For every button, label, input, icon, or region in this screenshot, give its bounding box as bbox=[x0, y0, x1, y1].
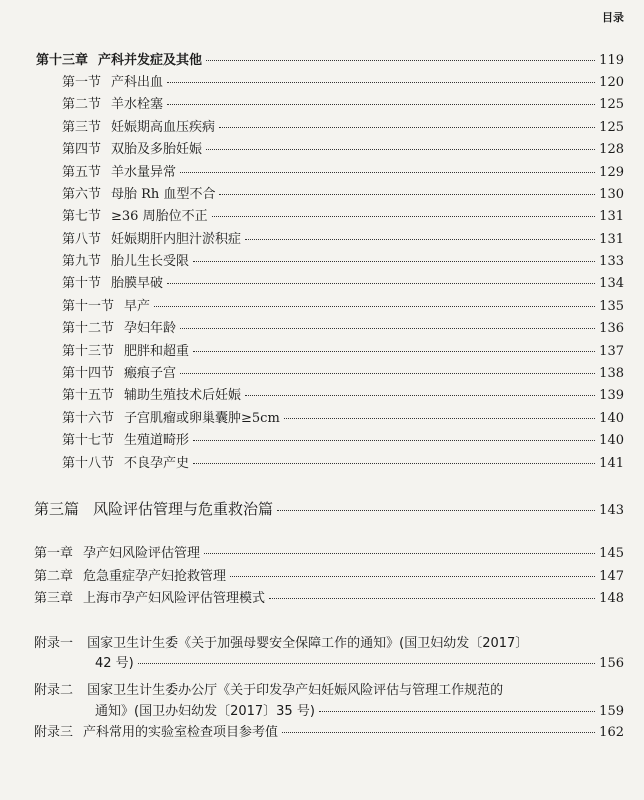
section-label: 第十八节 bbox=[62, 456, 115, 471]
page-number: 128 bbox=[599, 142, 624, 157]
dot-leader bbox=[277, 510, 595, 511]
dot-leader bbox=[269, 598, 595, 599]
toc-entry-chapter[interactable] bbox=[34, 569, 624, 585]
appendix-label: 附录三 bbox=[34, 725, 74, 740]
dot-leader bbox=[193, 261, 595, 262]
page-number: 145 bbox=[599, 546, 624, 561]
toc-entry-section[interactable] bbox=[62, 254, 624, 270]
page-number: 133 bbox=[599, 254, 624, 269]
chapter-title: 孕产妇风险评估管理 bbox=[83, 546, 201, 561]
section-label: 第十六节 bbox=[62, 411, 115, 426]
page-number: 156 bbox=[599, 656, 624, 671]
part-label: 第三篇 bbox=[34, 500, 80, 518]
dot-leader bbox=[319, 711, 595, 712]
section-title: 羊水量异常 bbox=[111, 165, 177, 180]
toc-entry-section[interactable] bbox=[62, 344, 624, 360]
dot-leader bbox=[206, 149, 595, 150]
dot-leader bbox=[204, 553, 595, 554]
section-title: 妊娠期肝内胆汁淤积症 bbox=[111, 232, 242, 247]
page-number: 147 bbox=[599, 569, 624, 584]
dot-leader bbox=[180, 328, 595, 329]
page-number: 159 bbox=[599, 704, 624, 719]
section-title: 羊水栓塞 bbox=[111, 97, 164, 112]
dot-leader bbox=[167, 82, 595, 83]
page-number: 140 bbox=[599, 433, 624, 448]
toc-entry-appendix-1[interactable] bbox=[34, 636, 528, 652]
toc-entry-appendix-1-cont[interactable] bbox=[95, 656, 624, 672]
chapter-title: 上海市孕产妇风险评估管理模式 bbox=[83, 591, 266, 606]
page-number: 141 bbox=[599, 456, 624, 471]
page-number: 130 bbox=[599, 187, 624, 202]
page-number: 120 bbox=[599, 75, 624, 90]
toc-entry-section[interactable] bbox=[62, 187, 624, 203]
page-number: 138 bbox=[599, 366, 624, 381]
dot-leader bbox=[193, 463, 595, 464]
chapter-title: 危急重症孕产妇抢救管理 bbox=[83, 569, 227, 584]
section-title: 辅助生殖技术后妊娠 bbox=[124, 388, 242, 403]
toc-entry-section[interactable] bbox=[62, 388, 624, 404]
section-label: 第三节 bbox=[62, 120, 102, 135]
chapter-label: 第二章 bbox=[34, 569, 74, 584]
section-label: 第七节 bbox=[62, 209, 102, 224]
section-title: 子宫肌瘤或卵巢囊肿≥5cm bbox=[124, 411, 280, 426]
section-label: 第十七节 bbox=[62, 433, 115, 448]
page-number: 148 bbox=[599, 591, 624, 606]
dot-leader bbox=[282, 732, 595, 733]
section-title: 产科出血 bbox=[111, 75, 164, 90]
toc-entry-section[interactable] bbox=[62, 209, 624, 225]
toc-entry-section[interactable] bbox=[62, 321, 624, 337]
chapter-label: 第一章 bbox=[34, 546, 74, 561]
toc-entry-section[interactable] bbox=[62, 232, 624, 248]
dot-leader bbox=[219, 127, 595, 128]
toc-entry-appendix-2-cont[interactable] bbox=[95, 704, 624, 720]
dot-leader bbox=[206, 60, 595, 61]
toc-entry-section[interactable] bbox=[62, 142, 624, 158]
section-title: 早产 bbox=[124, 299, 151, 314]
section-title: 双胎及多胎妊娠 bbox=[111, 142, 203, 157]
dot-leader bbox=[212, 216, 596, 217]
appendix-title-line2: 42 号) bbox=[95, 656, 134, 671]
dot-leader bbox=[180, 373, 595, 374]
section-title: 妊娠期高血压疾病 bbox=[111, 120, 216, 135]
section-title: ≥36 周胎位不正 bbox=[111, 209, 208, 224]
toc-entry-section[interactable] bbox=[62, 456, 624, 472]
dot-leader bbox=[284, 418, 595, 419]
page-number: 143 bbox=[599, 503, 624, 518]
dot-leader bbox=[245, 395, 595, 396]
page-number: 131 bbox=[599, 209, 624, 224]
dot-leader bbox=[245, 239, 595, 240]
section-label: 第十节 bbox=[62, 276, 102, 291]
page-number: 134 bbox=[599, 276, 624, 291]
section-title: 瘢痕子宫 bbox=[124, 366, 177, 381]
chapter-label: 第三章 bbox=[34, 591, 74, 606]
section-label: 第八节 bbox=[62, 232, 102, 247]
section-label: 第二节 bbox=[62, 97, 102, 112]
section-title: 胎儿生长受限 bbox=[111, 254, 190, 269]
section-label: 第四节 bbox=[62, 142, 102, 157]
section-title: 肥胖和超重 bbox=[124, 344, 190, 359]
page-number: 119 bbox=[599, 53, 624, 68]
section-title: 母胎 Rh 血型不合 bbox=[111, 187, 216, 202]
toc-entry-section[interactable] bbox=[62, 276, 624, 292]
appendix-title-line2: 通知》(国卫办妇幼发〔2017〕35 号) bbox=[95, 704, 315, 719]
section-title: 生殖道畸形 bbox=[124, 433, 190, 448]
toc-entry-section[interactable] bbox=[62, 165, 624, 181]
toc-entry-appendix-2[interactable] bbox=[34, 683, 503, 699]
appendix-title-line1: 国家卫生计生委办公厅《关于印发孕产妇妊娠风险评估与管理工作规范的 bbox=[87, 683, 504, 698]
dot-leader bbox=[219, 194, 595, 195]
page-number: 139 bbox=[599, 388, 624, 403]
dot-leader bbox=[154, 306, 595, 307]
section-title: 不良孕产史 bbox=[124, 456, 190, 471]
toc-entry-section[interactable] bbox=[62, 75, 624, 91]
section-label: 第九节 bbox=[62, 254, 102, 269]
toc-entry-section[interactable] bbox=[62, 120, 624, 136]
dot-leader bbox=[167, 283, 595, 284]
page-number: 140 bbox=[599, 411, 624, 426]
appendix-label: 附录一 bbox=[34, 636, 74, 651]
toc-entry-section[interactable] bbox=[62, 433, 624, 449]
section-label: 第一节 bbox=[62, 75, 102, 90]
section-label: 第十三节 bbox=[62, 344, 115, 359]
page-number: 135 bbox=[599, 299, 624, 314]
section-label: 第十五节 bbox=[62, 388, 115, 403]
appendix-label: 附录二 bbox=[34, 683, 74, 698]
appendix-title-line1: 产科常用的实验室检查项目参考值 bbox=[83, 725, 279, 740]
dot-leader bbox=[167, 104, 595, 105]
dot-leader bbox=[138, 663, 595, 664]
section-title: 孕妇年龄 bbox=[124, 321, 177, 336]
page-number: 129 bbox=[599, 165, 624, 180]
chapter-title: 产科并发症及其他 bbox=[98, 53, 203, 68]
dot-leader bbox=[180, 172, 595, 173]
page-number: 137 bbox=[599, 344, 624, 359]
toc-entry-chapter[interactable] bbox=[34, 591, 624, 607]
section-label: 第五节 bbox=[62, 165, 102, 180]
section-label: 第十一节 bbox=[62, 299, 115, 314]
toc-entry-section[interactable] bbox=[62, 299, 624, 315]
page-number: 125 bbox=[599, 97, 624, 112]
page-number: 125 bbox=[599, 120, 624, 135]
toc-entry-section[interactable] bbox=[62, 97, 624, 113]
toc-entry-section[interactable] bbox=[62, 366, 624, 382]
section-label: 第十二节 bbox=[62, 321, 115, 336]
dot-leader bbox=[230, 576, 595, 577]
page-number: 136 bbox=[599, 321, 624, 336]
section-label: 第六节 bbox=[62, 187, 102, 202]
toc-entry-chapter[interactable] bbox=[34, 546, 624, 562]
running-header: 目录 bbox=[602, 11, 624, 24]
section-label: 第十四节 bbox=[62, 366, 115, 381]
appendix-title-line1: 国家卫生计生委《关于加强母婴安全保障工作的通知》(国卫妇幼发〔2017〕 bbox=[87, 636, 529, 651]
page-number: 131 bbox=[599, 232, 624, 247]
part-title: 风险评估管理与危重救治篇 bbox=[93, 500, 274, 518]
toc-entry-chapter-13[interactable] bbox=[36, 53, 624, 69]
toc-entry-appendix-3[interactable] bbox=[34, 725, 624, 741]
section-title: 胎膜早破 bbox=[111, 276, 164, 291]
toc-entry-part-3[interactable] bbox=[34, 501, 624, 519]
chapter-label: 第十三章 bbox=[36, 53, 89, 68]
dot-leader bbox=[193, 440, 595, 441]
toc-entry-section[interactable] bbox=[62, 411, 624, 427]
page-number: 162 bbox=[599, 725, 624, 740]
dot-leader bbox=[193, 351, 595, 352]
